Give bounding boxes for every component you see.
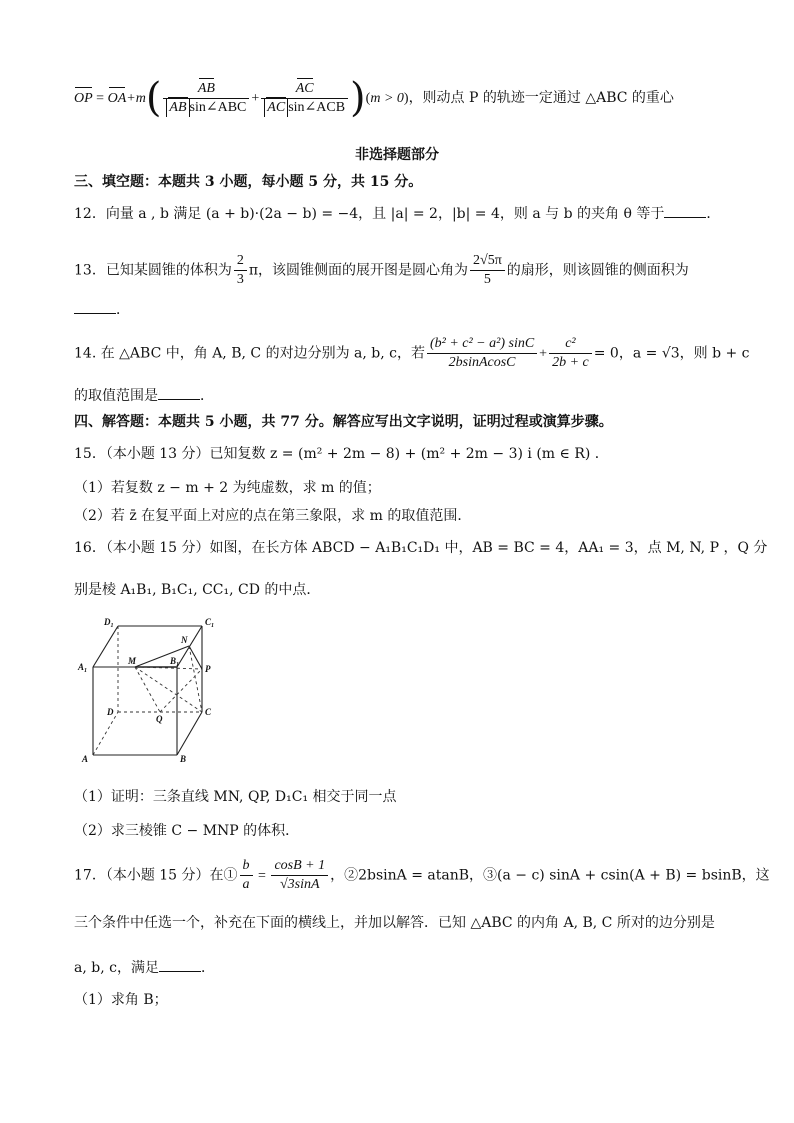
vec-op: OP: [74, 89, 93, 109]
q17-text-b: ，②2bsinA = atanB，③(a − c) sinA + csin(A + B) = bsinB，这: [330, 867, 770, 884]
label-a: A: [82, 754, 89, 764]
q14-frac-2: $\frac{\text{c²}}{2b + c}$: [549, 335, 592, 372]
frac-ab-num: AB: [197, 80, 215, 96]
label-b1: $B_1$: [170, 656, 180, 668]
part4-heading: 四、解答题：本题共 5 小题，共 77 分。解答应写出文字说明，证明过程或演算步骤。: [74, 414, 613, 430]
label-n: N: [181, 635, 188, 645]
q17-text-a: 17．（本小题 15 分）在①: [74, 867, 238, 884]
q17-line3: a, b, c，满足 ．: [74, 960, 215, 976]
edge-a1d1: [93, 626, 118, 667]
cuboid-figure: [74, 612, 224, 772]
q12-end: ．: [706, 206, 721, 222]
q14: 14. 在 △ABC 中，角 A, B, C 的对边分别为 a, b, c，若 $\frac{\text{(b² + c² − a²) sinC}}{\text{2bsinAcosC}}$ + $\frac{\text{c²}}{2b + c}$ = 0，a = √3，则 b + c: [74, 336, 750, 370]
segment-np: [189, 646, 202, 669]
hidden-nc: [189, 646, 202, 712]
q17-frac-cos: $\frac{\cos B + 1}{√3\sin A}$: [271, 857, 328, 894]
q13-text-a: 13．已知某圆锥的体积为: [74, 262, 232, 279]
hidden-mc: [135, 667, 202, 712]
q13-text-b: π，该圆锥侧面的展开图是圆心角为: [248, 262, 469, 279]
big-paren-right: ): [350, 75, 366, 121]
q14-text-a: 14. 在 △ABC 中，角 A, B, C 的对边分别为 a, b, c，若: [74, 345, 425, 362]
label-q: Q: [156, 714, 163, 724]
q12: [74, 204, 720, 224]
formula-line: OP = OA+m( $\frac{AB}{\text{AB sin∠ABC}}$ + $\frac{AC}{\text{AC sin∠ACB}}$ )(m > 0)，则动点 P 的轨迹一定通过 △ABC 的重心: [74, 75, 674, 121]
q17-blank: [159, 958, 201, 972]
segment-mn: [135, 646, 189, 667]
eq-sign: =: [92, 91, 108, 106]
q13-frac-2-3: $\frac{2}{3}$: [234, 252, 247, 289]
q17-frac-ba: $\frac{b}{a}$: [240, 857, 253, 894]
q15-sub1: （1）若复数 z − m + 2 为纯虚数，求 m 的值；: [74, 480, 381, 496]
label-c1: $C_1$: [205, 617, 215, 629]
label-c: C: [205, 707, 212, 717]
hidden-qp: [160, 669, 202, 712]
big-paren-left: (: [145, 75, 162, 121]
q17-stem: 17．（本小题 15 分）在① $\frac{b}{a}$ = $\frac{\cos B + 1}{√3\sin A}$ ，②2bsinA = atanB，③(a − c) sinA + csin(A + B) = bsinB，这: [74, 858, 770, 892]
q14-blank: [158, 386, 200, 400]
m-condition: m > 0: [370, 91, 404, 106]
q16-sub1: （1）证明：三条直线 MN, QP, D₁C₁ 相交于同一点: [74, 789, 397, 805]
frac-ab-den-abs: AB: [166, 99, 189, 117]
hidden-mq: [135, 667, 160, 712]
fraction-ac: [261, 80, 348, 117]
vec-oa: OA: [108, 89, 127, 109]
label-a1: $A_1$: [78, 662, 88, 674]
q14-text-b: = 0，a = √3，则 b + c: [593, 345, 750, 362]
label-d: D: [107, 707, 114, 717]
q15-sub2: （2）若 z̄ 在复平面上对应的点在第三象限，求 m 的取值范围．: [74, 508, 472, 524]
q17-sub1: （1）求角 B；: [74, 992, 168, 1008]
q17-line2: 三个条件中任选一个，补充在下面的横线上，并加以解答．已知 △ABC 的内角 A, B, C 所对的边分别是: [74, 915, 715, 931]
label-p: P: [205, 664, 211, 674]
hidden-edge-ad: [93, 712, 118, 755]
q13-line2: ．: [74, 300, 130, 320]
q12-text: 12．向量 a , b 满足 (a + b)·(2a − b) = −4，且 |a| = 2，|b| = 4，则 a 与 b 的夹角 θ 等于: [74, 206, 665, 222]
q16-sub2: （2）求三棱锥 C − MNP 的体积．: [74, 823, 300, 839]
q13-blank: [74, 300, 116, 314]
section-title: 非选择题部分: [355, 147, 439, 163]
q16-stem: 16．（本小题 15 分）如图，在长方体 ABCD − A₁B₁C₁D₁ 中，AB = BC = 4，AA₁ = 3，点 M, N, P ，Q 分: [74, 540, 768, 556]
plus-sign: +: [251, 91, 260, 106]
label-d1: $D_1$: [104, 617, 114, 629]
frac-ac-den-sin: sin∠ACB: [288, 99, 346, 115]
q12-blank: [664, 204, 706, 218]
q14-frac-1: $\frac{\text{(b² + c² − a²) sinC}}{\text{2bsinAcosC}}$: [427, 335, 537, 372]
edge-bc: [177, 712, 202, 755]
q13-frac-angle: $\frac{2√5\pi}{5}$: [470, 252, 505, 289]
frac-ac-den-abs: AC: [264, 99, 288, 117]
q13: [74, 252, 689, 289]
formula-tail: ，则动点 P 的轨迹一定通过 △ABC 的重心: [408, 90, 674, 106]
fraction-ab: [163, 80, 249, 117]
q13-text-c: 的扇形，则该圆锥的侧面积为: [506, 262, 689, 279]
plus-m: +m: [126, 91, 146, 106]
frac-ab-den-sin: sin∠ABC: [189, 99, 247, 115]
q15-stem: 15．（本小题 13 分）已知复数 z = (m² + 2m − 8) + (m² + 2m − 3) i (m ∈ R) ．: [74, 446, 609, 462]
q16-stem2: 别是棱 A₁B₁, B₁C₁, CC₁, CD 的中点．: [74, 582, 321, 598]
q14-line2: 的取值范围是 ．: [74, 388, 214, 404]
part3-heading: 三、填空题：本题共 3 小题，每小题 5 分，共 15 分。: [74, 174, 423, 190]
label-b: B: [180, 754, 187, 764]
label-m: M: [128, 656, 137, 666]
frac-ac-num: AC: [295, 80, 314, 96]
